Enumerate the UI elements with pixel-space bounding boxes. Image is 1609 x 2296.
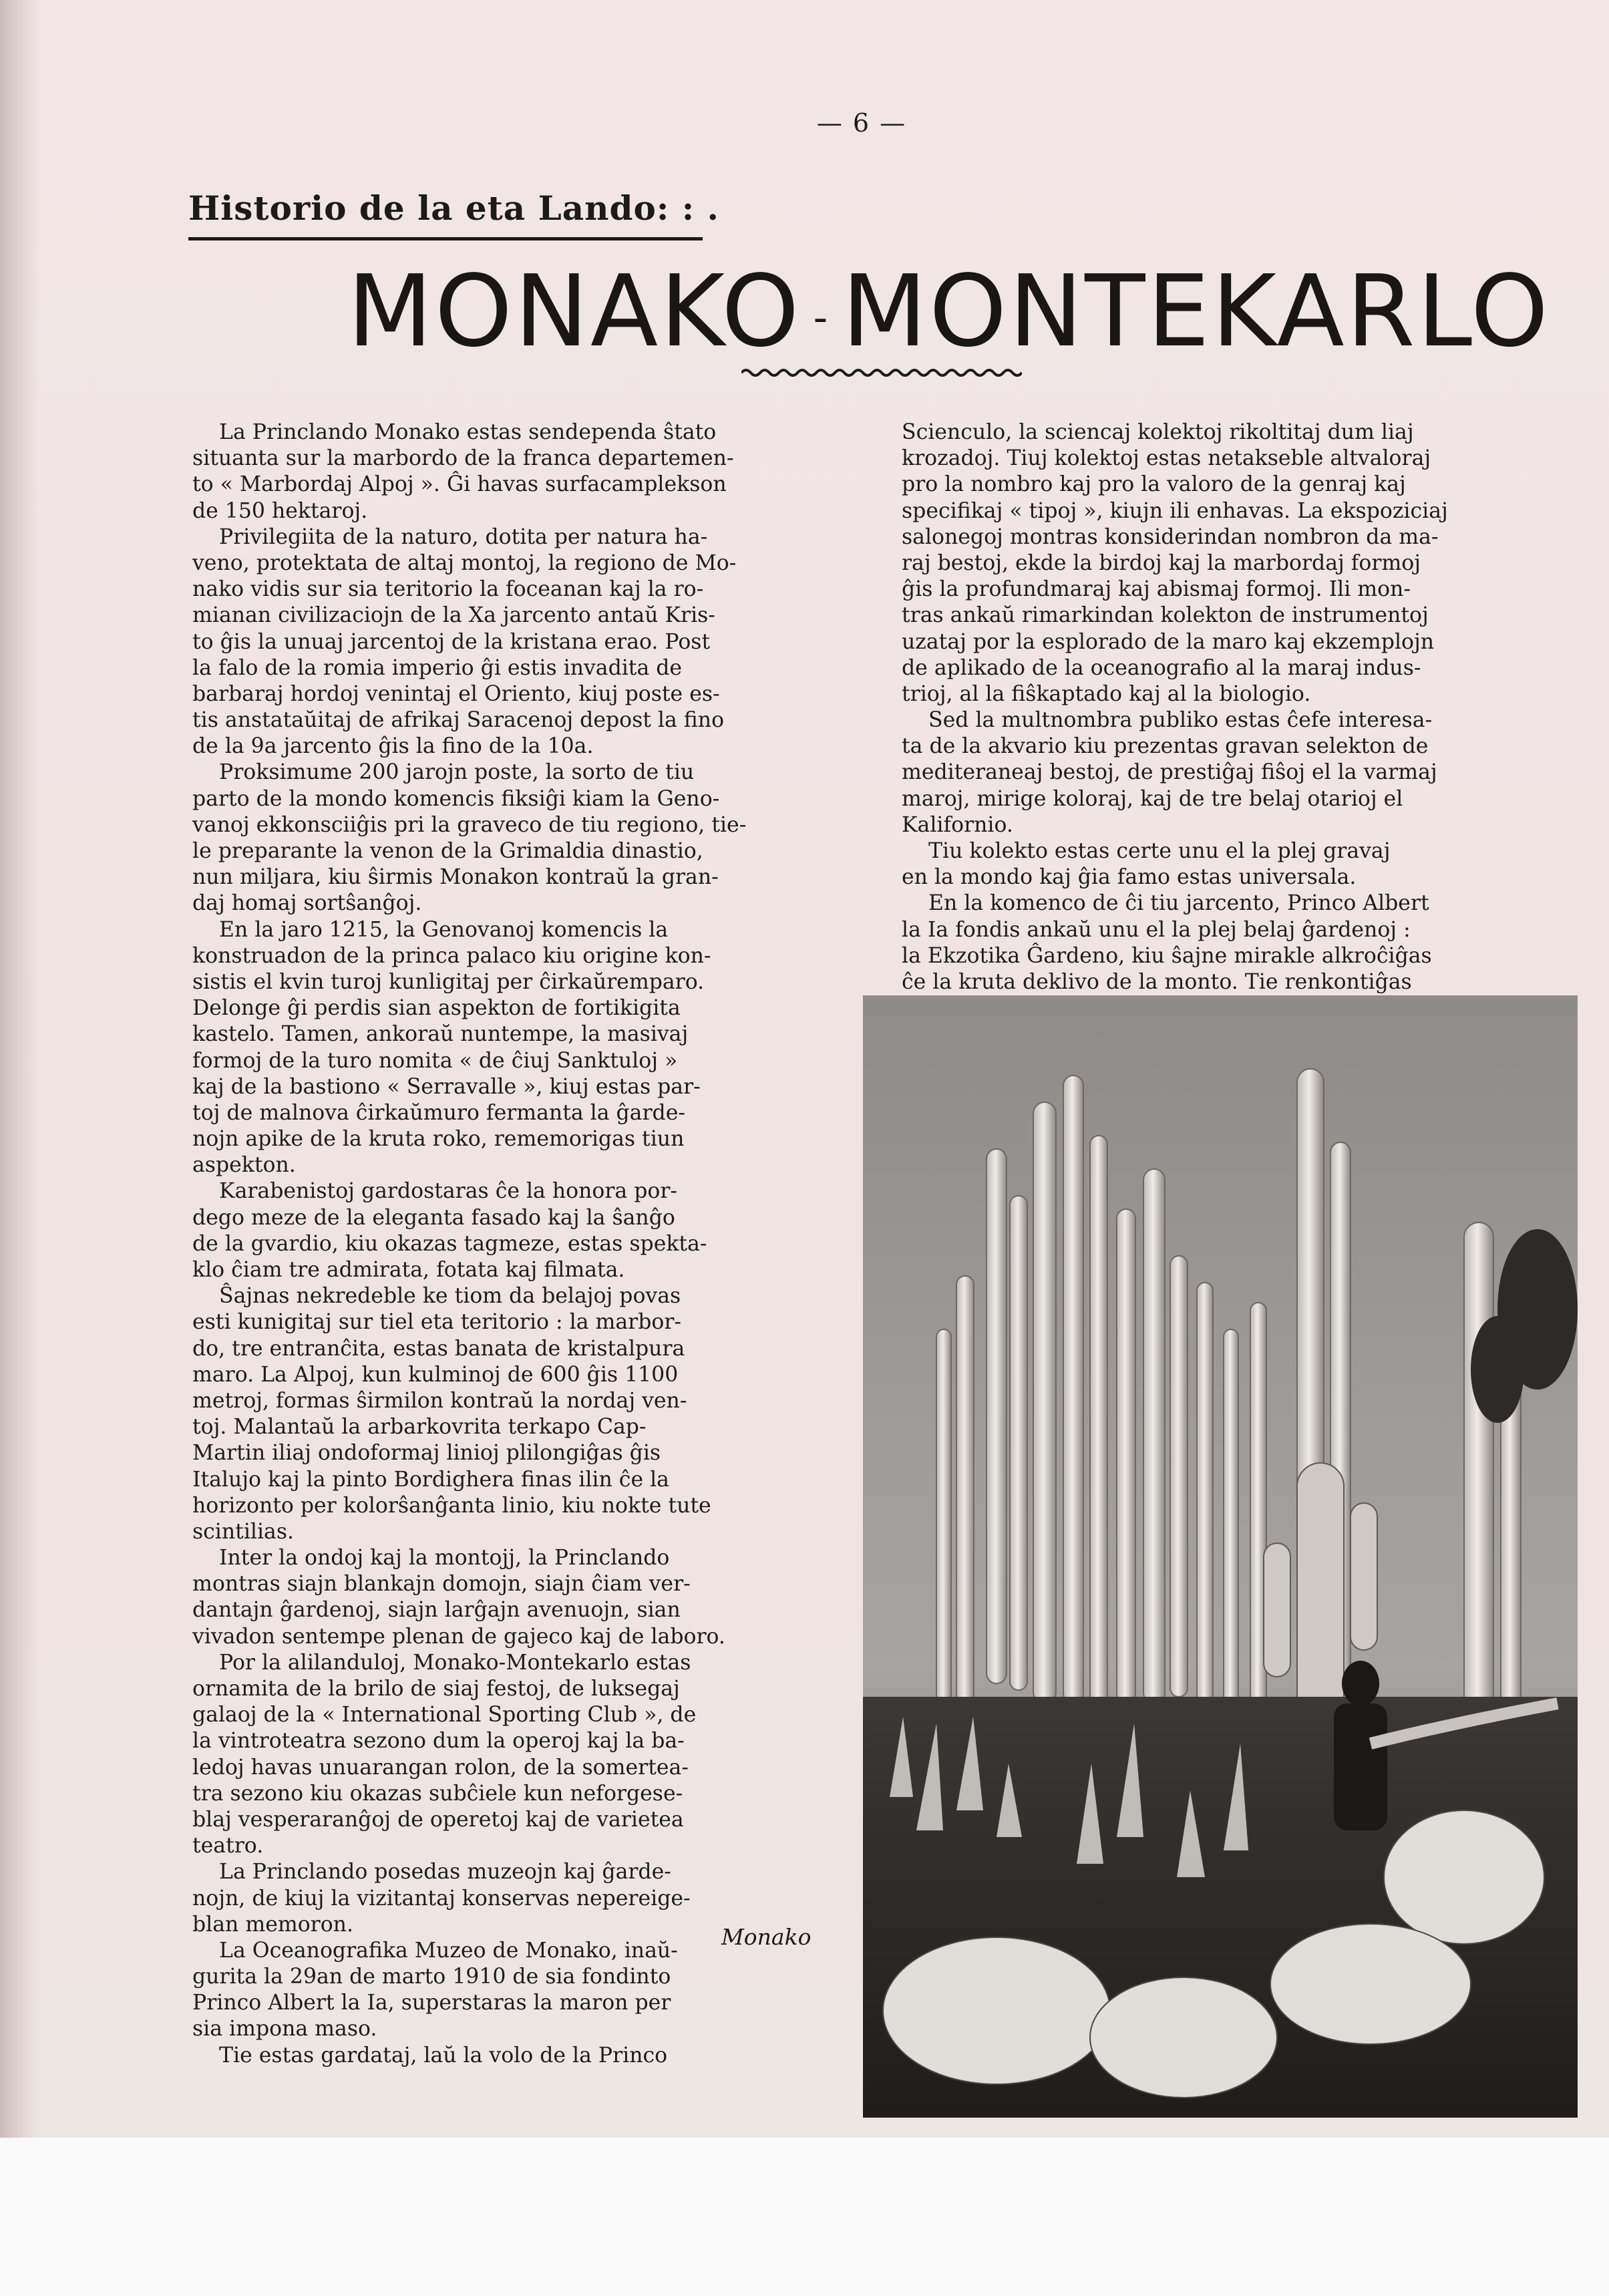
article-text-line: Ŝajnas nekredeble ke tiom da belajoj povas: [192, 1284, 681, 1309]
article-text-line: Karabenistoj gardostaras ĉe la honora por-: [192, 1179, 678, 1204]
section-header: Historio de la eta Lando: : .: [188, 188, 719, 228]
article-column-left: [192, 420, 834, 2069]
column-signature: Monako: [721, 1924, 812, 1950]
article-text-line: Martin iliaj ondoformaj linioj plilongiĝas ĝis: [192, 1441, 661, 1466]
article-text-line: Kalifornio.: [902, 812, 1013, 837]
article-text-line: konstruadon de la princa palaco kiu origine kon-: [192, 943, 711, 968]
article-text-line: sia impona maso.: [192, 2017, 377, 2041]
article-text-line: Por la alilanduloj, Monako-Montekarlo estas: [192, 1650, 691, 1675]
article-text-line: raj bestoj, ekde la birdoj kaj la marbordaj formoj: [902, 550, 1421, 575]
article-text-line: teatro.: [192, 1834, 264, 1858]
article-text-line: de 150 hektaroj.: [192, 498, 368, 523]
article-text-line: ĉe la kruta deklivo de la monto. Tie renkontiĝas: [902, 969, 1412, 994]
article-text-line: de aplikado de la oceanografio al la maraj indus-: [902, 655, 1421, 680]
article-text-line: tras ankaŭ rimarkindan kolekton de instrumentoj: [902, 603, 1429, 628]
article-text-line: toj de malnova ĉirkaŭmuro fermanta la ĝarde-: [192, 1100, 685, 1125]
article-text-line: Princo Albert la Ia, superstaras la maron per: [192, 1991, 671, 2015]
article-text-line: formoj de la turo nomita « de ĉiuj Sanktuloj »: [192, 1048, 678, 1073]
article-text-line: Scienculo, la sciencaj kolektoj rikoltitaj dum liaj: [902, 420, 1414, 444]
article-text-line: nako vidis sur sia teritorio la foceanan kaj la ro-: [192, 577, 704, 602]
title-part-2: MONTEKARLO: [842, 254, 1551, 369]
article-text-line: En la jaro 1215, la Genovanoj komencis la: [192, 917, 669, 942]
article-text-line: la falo de la romia imperio ĝi estis invadita de: [192, 655, 683, 680]
article-text-line: trioj, al la fiŝkaptado kaj al la biologio.: [902, 681, 1311, 706]
article-text-line: La Princlando Monako estas sendependa ŝtato: [192, 420, 717, 444]
article-text-line: aspekton.: [192, 1153, 296, 1178]
article-text-line: mediteraneaj bestoj, de prestiĝaj fiŝoj el la varmaj: [902, 760, 1437, 785]
article-text-line: Italujo kaj la pinto Bordighera finas ilin ĉe la: [192, 1467, 669, 1492]
article-text-line: En la komenco de ĉi tiu jarcento, Princo Albert: [902, 891, 1429, 916]
article-text-line: mianan civilizaciojn de la Xa jarcento antaŭ Kris-: [192, 603, 715, 628]
article-text-line: horizonto per kolorŝanĝanta linio, kiu nokte tute: [192, 1493, 711, 1518]
page-number: — 6 —: [816, 108, 907, 138]
article-text-line: dego meze de la eleganta fasado kaj la ŝanĝo: [192, 1205, 675, 1230]
article-title: [347, 254, 1551, 369]
article-text-line: scintilias.: [192, 1519, 295, 1544]
article-text-line: Privilegiita de la naturo, dotita per natura ha-: [192, 524, 708, 549]
article-text-line: daj homaj sortŝanĝoj.: [192, 891, 422, 916]
article-text-line: ĝis la profundmaraj kaj abismaj formoj. Ili mon-: [902, 577, 1411, 602]
article-text-line: krozadoj. Tiuj kolektoj estas netakseble altvaloraj: [902, 446, 1431, 471]
article-text-line: La Oceanografika Muzeo de Monako, inaŭ-: [192, 1938, 678, 1963]
article-text-line: le preparante la venon de la Grimaldia dinastio,: [192, 839, 703, 863]
article-text-line: Sed la multnombra publiko estas ĉefe interesa-: [902, 708, 1433, 733]
article-text-line: maroj, mirige koloraj, kaj de tre belaj otarioj el: [902, 786, 1403, 811]
article-text-line: vanoj ekkonsciiĝis pri la graveco de tiu regiono, tie-: [192, 812, 747, 837]
article-text-line: en la mondo kaj ĝia famo estas universala.: [902, 865, 1357, 890]
article-text-line: vivadon sentempe plenan de gajeco kaj de laboro.: [192, 1624, 725, 1649]
article-text-line: to « Marbordaj Alpoj ». Ĝi havas surfacamplekson: [192, 472, 727, 497]
article-text-line: pro la nombro kaj pro la valoro de la genraj kaj: [902, 472, 1406, 497]
article-text-line: Inter la ondoj kaj la montojj, la Princlando: [192, 1546, 670, 1571]
article-text-line: tis anstataŭitaj de afrikaj Saracenoj depost la fino: [192, 708, 725, 733]
article-text-line: la vintroteatra sezono dum la operoj kaj la ba-: [192, 1729, 685, 1754]
article-text-line: de la 9a jarcento ĝis la fino de la 10a.: [192, 734, 594, 759]
article-text-line: ornamita de la brilo de siaj festoj, de luksegaj: [192, 1677, 680, 1701]
title-separator: -: [813, 295, 830, 342]
article-text-line: metroj, formas ŝirmilon kontraŭ la nordaj ven-: [192, 1388, 687, 1413]
article-text-line: tra sezono kiu okazas subĉiele kun neforgese-: [192, 1781, 683, 1806]
article-text-line: la Ia fondis ankaŭ unu el la plej belaj ĝardenoj :: [902, 917, 1411, 942]
article-text-line: salonegoj montras konsiderindan nombron da ma-: [902, 524, 1439, 549]
article-text-line: to ĝis la unuaj jarcentoj de la kristana erao. Post: [192, 629, 711, 654]
article-text-line: veno, protektata de altaj montoj, la regiono de Mo-: [192, 550, 737, 575]
article-text-line: maro. La Alpoj, kun kulminoj de 600 ĝis 1100: [192, 1362, 679, 1387]
article-text-line: gurita la 29an de marto 1910 de sia fondinto: [192, 1965, 671, 1989]
article-text-line: uzataj por la esplorado de la maro kaj ekzemplojn: [902, 629, 1435, 654]
article-text-line: galaoj de la « International Sporting Club », de: [192, 1703, 697, 1728]
article-text-line: ta de la akvario kiu prezentas gravan selekton de: [902, 734, 1429, 759]
article-text-line: parto de la mondo komencis fiksiĝi kiam la Geno-: [192, 786, 720, 811]
article-text-line: montras siajn blankajn domojn, siajn ĉiam ver-: [192, 1572, 691, 1597]
article-text-line: Tiu kolekto estas certe unu el la plej gravaj: [902, 839, 1391, 863]
article-text-line: ledoj havas unuarangan rolon, de la somertea-: [192, 1755, 689, 1780]
article-text-line: nun miljara, kiu ŝirmis Monakon kontraŭ la gran-: [192, 865, 719, 890]
article-text-line: do, tre entranĉita, estas banata de kristalpura: [192, 1336, 685, 1361]
article-text-line: barbaraj hordoj venintaj el Oriento, kiuj poste es-: [192, 681, 720, 706]
article-text-line: nojn apike de la kruta roko, rememorigas tiun: [192, 1127, 685, 1152]
cactus-garden-photo: [863, 995, 1578, 2118]
article-text-line: dantajn ĝardenoj, siajn larĝajn avenuojn, sian: [192, 1598, 681, 1623]
article-column-right: [902, 420, 1543, 1021]
article-text-line: esti kunigitaj sur tiel eta teritorio : la marbor-: [192, 1310, 682, 1335]
page-edge-shadow: [0, 0, 40, 2296]
article-text-line: nojn, de kiuj la vizitantaj konservas nepereige-: [192, 1886, 691, 1911]
article-text-line: blaj vesperaranĝoj de operetoj kaj de varietea: [192, 1807, 684, 1832]
article-text-line: la Ekzotika Ĝardeno, kiu ŝajne mirakle alkroĉiĝas: [902, 943, 1432, 968]
title-ornament: [741, 366, 1022, 379]
article-text-line: kaj de la bastiono « Serravalle », kiuj estas par-: [192, 1074, 701, 1099]
article-text-line: Proksimume 200 jarojn poste, la sorto de tiu: [192, 760, 695, 785]
article-text-line: Delonge ĝi perdis sian aspekton de fortikigita: [192, 996, 681, 1021]
article-text-line: Tie estas gardataj, laŭ la volo de la Princo: [192, 2043, 668, 2068]
section-rule: [188, 237, 703, 240]
scan-margin: [0, 2138, 1609, 2296]
article-text-line: toj. Malantaŭ la arbarkovrita terkapo Cap-: [192, 1415, 647, 1440]
article-text-line: klo ĉiam tre admirata, fotata kaj filmata.: [192, 1258, 625, 1282]
article-text-line: specifikaj « tipoj », kiujn ili enhavas. La ekspoziciaj: [902, 498, 1448, 523]
title-part-1: MONAKO: [347, 254, 801, 369]
article-text-line: situanta sur la marbordo de la franca departemen-: [192, 446, 734, 471]
article-text-line: sistis el kvin turoj kunligitaj per ĉirkaŭremparo.: [192, 969, 705, 994]
article-text-line: blan memoron.: [192, 1912, 353, 1937]
photo-image: [863, 995, 1578, 2118]
article-text-line: La Princlando posedas muzeojn kaj ĝarde-: [192, 1860, 671, 1884]
article-text-line: de la gvardio, kiu okazas tagmeze, estas spekta-: [192, 1231, 707, 1256]
article-text-line: kastelo. Tamen, ankoraŭ nuntempe, la masivaj: [192, 1022, 689, 1047]
